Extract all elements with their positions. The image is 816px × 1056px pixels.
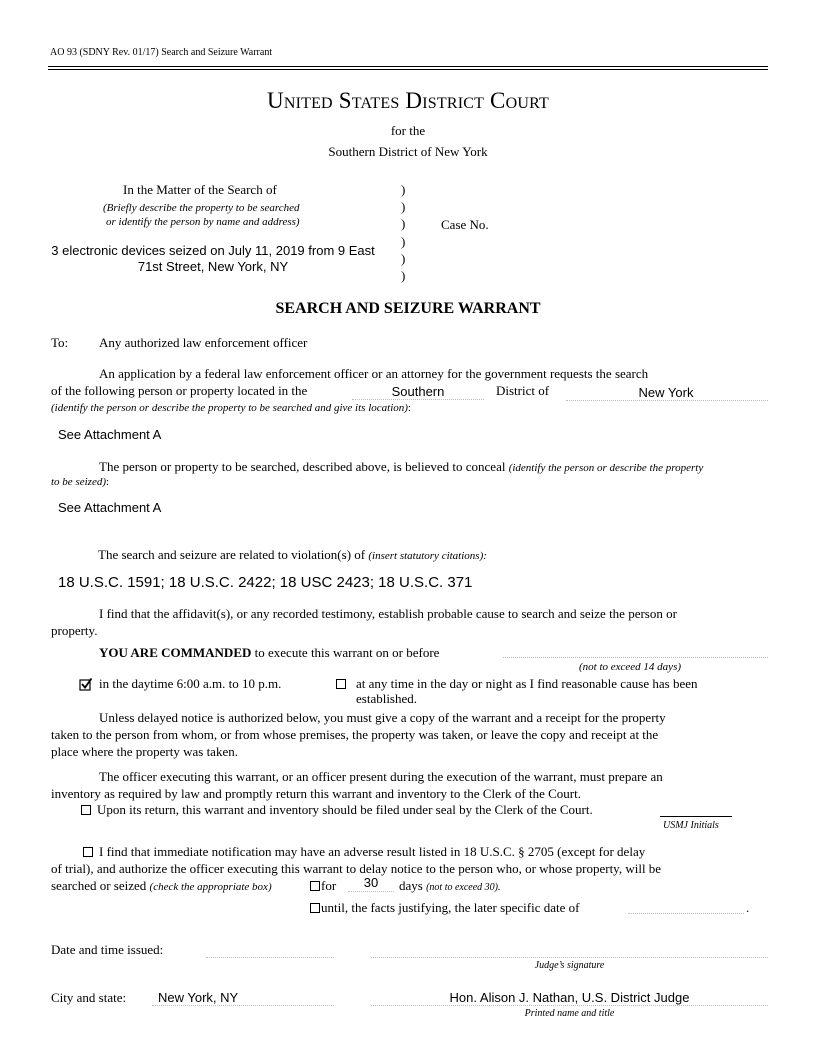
days-label: days (not to exceed 30). bbox=[399, 878, 501, 893]
caption-paren: ) bbox=[401, 216, 406, 231]
conceal-value[interactable]: See Attachment A bbox=[58, 500, 162, 515]
days-field-line bbox=[348, 891, 394, 892]
delayed-notice-line-1: Unless delayed notice is authorized below, you must give a copy of the warrant and a receipt for the property bbox=[99, 710, 666, 725]
for-days-checkbox[interactable] bbox=[310, 881, 320, 891]
checkmark-icon bbox=[79, 677, 93, 691]
usmj-initials-field[interactable] bbox=[660, 816, 732, 817]
header-rule-top bbox=[48, 66, 768, 67]
finding-line-1: I find that the affidavit(s), or any recorded testimony, establish probable cause to search and seize the person or bbox=[99, 606, 677, 621]
until-period: . bbox=[746, 900, 750, 915]
caption-paren: ) bbox=[401, 182, 406, 197]
daytime-label: in the daytime 6:00 a.m. to 10 p.m. bbox=[99, 676, 282, 691]
delayed-notice-line-2: taken to the person from whom, or from whose premises, the property was taken, or leave the copy and receipt at the bbox=[51, 727, 659, 742]
seal-label: Upon its return, this warrant and inventory should be filed under seal by the Clerk of the Court. bbox=[97, 802, 593, 817]
anytime-label-1: at any time in the day or night as I find reasonable cause has been bbox=[356, 676, 698, 691]
notification-line-1: I find that immediate notification may have an adverse result listed in 18 U.S.C. § 2705 (except for delay bbox=[99, 844, 646, 859]
commanded-text: YOU ARE COMMANDED to execute this warrant on or before bbox=[99, 645, 440, 660]
court-district: Southern District of New York bbox=[328, 144, 488, 159]
violations-value[interactable]: 18 U.S.C. 1591; 18 U.S.C. 2422; 18 USC 2423; 18 U.S.C. 371 bbox=[58, 574, 473, 591]
until-checkbox[interactable] bbox=[310, 903, 320, 913]
days-field[interactable]: 30 bbox=[363, 875, 379, 890]
seal-checkbox[interactable] bbox=[81, 805, 91, 815]
printed-name-label: Printed name and title bbox=[524, 1008, 615, 1019]
judge-signature-field[interactable] bbox=[371, 957, 768, 958]
case-no-label: Case No. bbox=[441, 217, 489, 232]
judge-signature-label: Judge’s signature bbox=[534, 960, 605, 971]
execute-date-field[interactable] bbox=[503, 657, 768, 658]
date-issued-label: Date and time issued: bbox=[51, 942, 164, 957]
anytime-label-2: established. bbox=[356, 691, 418, 706]
matter-instruction-1: (Briefly describe the property to be searched bbox=[103, 202, 300, 214]
district-label: District of bbox=[496, 383, 550, 398]
form-id: AO 93 (SDNY Rev. 01/17) Search and Seizure Warrant bbox=[50, 47, 273, 58]
state-field-line bbox=[566, 400, 768, 401]
caption-paren: ) bbox=[401, 251, 406, 266]
anytime-checkbox[interactable] bbox=[336, 679, 346, 689]
city-state-label: City and state: bbox=[51, 990, 127, 1005]
date-issued-field[interactable] bbox=[206, 957, 334, 958]
district-field[interactable]: Southern bbox=[391, 384, 445, 399]
warrant-title: SEARCH AND SEIZURE WARRANT bbox=[275, 300, 541, 317]
to-text: Any authorized law enforcement officer bbox=[99, 335, 308, 350]
court-title: United States District Court bbox=[267, 88, 549, 113]
daytime-checkbox[interactable] bbox=[79, 677, 93, 691]
city-state-value[interactable]: New York, NY bbox=[158, 990, 239, 1005]
court-for: for the bbox=[390, 123, 426, 138]
matter-heading: In the Matter of the Search of bbox=[123, 182, 277, 197]
notification-checkbox[interactable] bbox=[83, 847, 93, 857]
usmj-initials-label: USMJ Initials bbox=[663, 820, 719, 831]
matter-value-line-1[interactable]: 3 electronic devices seized on July 11, 2019 from 9 East bbox=[51, 243, 375, 258]
not-exceed-14-note: (not to exceed 14 days) bbox=[579, 661, 682, 673]
conceal-line-1: The person or property to be searched, described above, is believed to conceal (identify the person or describe the property bbox=[99, 459, 704, 474]
for-label: for bbox=[321, 878, 337, 893]
inventory-line-2: inventory as required by law and promptly return this warrant and inventory to the Clerk of the Court. bbox=[51, 786, 581, 801]
header-rule-bottom bbox=[48, 69, 768, 70]
caption-paren: ) bbox=[401, 199, 406, 214]
caption-paren: ) bbox=[401, 268, 406, 283]
notification-line-2: of trial), and authorize the officer executing this warrant to delay notice to the person who, or whose property, will be bbox=[51, 861, 662, 876]
conceal-instruction-2: to be seized): bbox=[51, 476, 110, 488]
until-label: until, the facts justifying, the later specific date of bbox=[321, 900, 580, 915]
until-date-field[interactable] bbox=[628, 913, 744, 914]
application-line-2: of the following person or property located in the bbox=[51, 383, 308, 398]
to-label: To: bbox=[51, 335, 69, 350]
notification-line-3: searched or seized (check the appropriate box) bbox=[51, 878, 272, 893]
application-line-1: An application by a federal law enforcement officer or an attorney for the government requests the search bbox=[99, 366, 649, 381]
city-state-field-line bbox=[152, 1005, 334, 1006]
delayed-notice-line-3: place where the property was taken. bbox=[51, 744, 238, 759]
matter-instruction-2: or identify the person by name and address) bbox=[106, 216, 300, 228]
matter-value-line-2[interactable]: 71st Street, New York, NY bbox=[137, 259, 289, 274]
inventory-line-1: The officer executing this warrant, or an officer present during the execution of the warrant, must prepare an bbox=[99, 769, 663, 784]
judge-printed-name[interactable]: Hon. Alison J. Nathan, U.S. District Judge bbox=[449, 990, 690, 1005]
violations-label: The search and seizure are related to violation(s) of (insert statutory citations): bbox=[98, 547, 487, 562]
judge-name-field-line bbox=[371, 1005, 768, 1006]
finding-line-2: property. bbox=[51, 623, 98, 638]
caption-paren: ) bbox=[401, 234, 406, 249]
district-field-line bbox=[352, 399, 484, 400]
property-location-value[interactable]: See Attachment A bbox=[58, 427, 162, 442]
identify-instruction: (identify the person or describe the property to be searched and give its location): bbox=[51, 402, 411, 414]
state-field[interactable]: New York bbox=[638, 385, 694, 400]
